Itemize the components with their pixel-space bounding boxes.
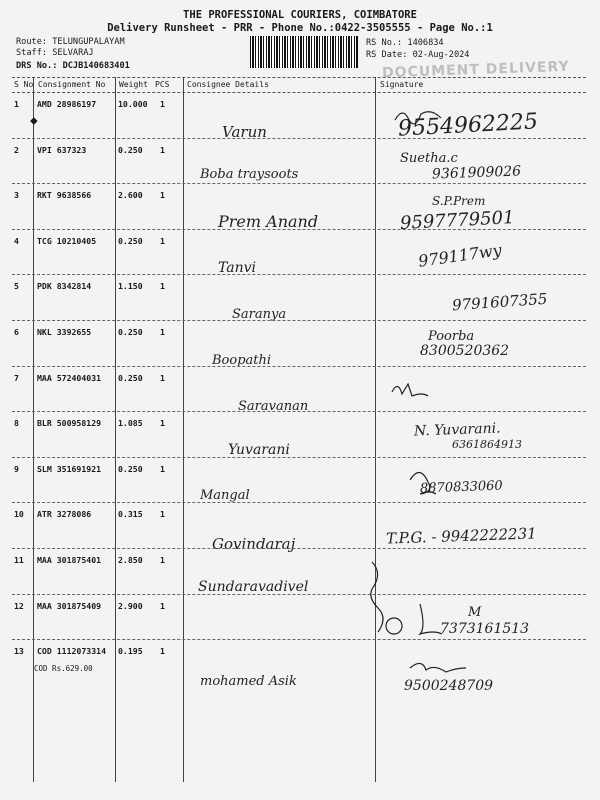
delivery-stamp: DOCUMENT DELIVERY <box>381 58 570 82</box>
consignee-name: mohamed Asik <box>200 674 297 690</box>
runsheet-title: Delivery Runsheet - PRR - Phone No.:0422-3505555 - Page No.:1 <box>107 22 493 34</box>
weight-cell: 2.600 <box>118 190 143 201</box>
signature-phone: 9597779501 <box>399 207 516 235</box>
sno-cell: 8 <box>14 418 19 429</box>
signature-phone: 7373161513 <box>440 620 530 637</box>
table-row <box>12 139 586 185</box>
pcs-cell: 1 <box>160 463 165 474</box>
ink-mark: ⬥ <box>30 114 38 127</box>
consignee-name: Boopathi <box>212 353 272 368</box>
signature-text: M <box>468 604 482 620</box>
table-row <box>12 275 586 321</box>
consignee-name: Saranya <box>232 307 287 323</box>
consignment-no-cell: BLR 500958129 <box>37 418 102 429</box>
sno-cell: 10 <box>14 509 24 520</box>
col-header-consignment: Consignment No <box>38 80 106 89</box>
pcs-cell: 1 <box>160 144 165 155</box>
pcs-cell: 1 <box>160 555 165 565</box>
weight-cell: 2.850 <box>118 555 143 565</box>
table-row <box>12 595 586 641</box>
rs-number: RS No.: 1406834 <box>366 38 444 48</box>
consignment-no-cell: TCG 10210405 <box>37 235 97 246</box>
consignee-name: Saravanan <box>238 398 309 414</box>
weight-cell: 1.085 <box>118 418 143 429</box>
consignee-name: Yuvarani <box>228 442 290 459</box>
pcs-cell: 1 <box>160 99 165 109</box>
consignment-no-cell: PDK 8342814 <box>37 281 92 292</box>
sno-cell: 7 <box>14 372 19 383</box>
signature-text: 979117wy <box>417 240 503 271</box>
table-row <box>12 458 586 504</box>
signature-phone: 8300520362 <box>420 343 510 359</box>
weight-cell: 0.250 <box>118 327 143 337</box>
signature-text: Poorba <box>428 329 475 344</box>
consignee-name: Govindaraj <box>212 535 296 554</box>
table-row <box>12 367 586 413</box>
consignment-no-cell: MAA 301875409 <box>37 600 102 611</box>
sno-cell: 13 <box>14 646 24 657</box>
consignee-name: Tanvi <box>218 259 257 276</box>
signature-text: 9554962225 <box>397 109 539 142</box>
sno-cell: 12 <box>14 600 24 611</box>
consignment-no-cell: VPI 637323 <box>37 144 87 155</box>
signature-text: 8870833060 <box>419 478 503 497</box>
pcs-cell: 1 <box>160 327 165 337</box>
pcs-cell: 1 <box>160 190 165 201</box>
pcs-cell: 1 <box>160 600 165 611</box>
consignment-no-cell: ATR 3278086 <box>37 509 92 520</box>
signature-text: S.P.Prem <box>432 194 486 209</box>
company-heading: THE PROFESSIONAL COURIERS, COIMBATORE <box>183 9 417 21</box>
consignee-name: Varun <box>222 123 267 141</box>
sno-cell: 4 <box>14 235 19 246</box>
pcs-cell: 1 <box>160 235 165 246</box>
barcode <box>250 36 358 68</box>
signature-phone: 9361909026 <box>431 163 522 183</box>
weight-cell: 0.250 <box>118 144 143 155</box>
signature-text: T.P.G. - 9942222231 <box>385 524 537 549</box>
consignee-name: Prem Anand <box>218 212 319 232</box>
pcs-cell: 1 <box>160 509 165 520</box>
table-row <box>12 93 586 142</box>
consignment-no-cell: COD 1112073314 <box>37 646 107 657</box>
weight-cell: 2.900 <box>118 600 143 611</box>
weight-cell: 0.195 <box>118 646 143 657</box>
col-header-weight: Weight <box>119 80 148 89</box>
route-label: Route: TELUNGUPALAYAM <box>16 37 125 47</box>
pcs-cell: 1 <box>160 281 165 292</box>
pcs-cell: 1 <box>160 646 165 657</box>
consignment-no-cell: MAA 301875401 <box>37 555 102 565</box>
drs-number: DRS No.: DCJB140683401 <box>16 61 130 71</box>
table-row <box>12 640 586 695</box>
consignment-no-cell: AMD 28986197 <box>37 99 97 109</box>
consignee-name: Sundaravadivel <box>198 579 309 595</box>
col-header-pcs: PCS <box>155 80 170 89</box>
signature-text: 9791607355 <box>451 290 548 315</box>
col-header-signature: Signature <box>380 80 424 89</box>
signature-phone: 6361864913 <box>452 438 522 452</box>
weight-cell: 1.150 <box>118 281 143 292</box>
table-row <box>12 412 586 458</box>
consignment-no-cell: SLM 351691921 <box>37 463 102 474</box>
weight-cell: 0.250 <box>118 463 143 474</box>
sno-cell: 6 <box>14 327 19 337</box>
weight-cell: 0.250 <box>118 235 143 246</box>
table-row <box>12 230 586 276</box>
col-header-consignee: Consignee Details <box>187 80 269 89</box>
signature-text: N. Yuvarani. <box>413 420 501 440</box>
signature-phone: 9500248709 <box>404 678 494 695</box>
cod-amount: COD Rs.629.00 <box>34 664 93 674</box>
weight-cell: 0.250 <box>118 372 143 383</box>
table-row <box>12 503 586 554</box>
sno-cell: 3 <box>14 190 19 201</box>
sno-cell: 11 <box>14 555 24 565</box>
col-header-sno: S No <box>14 80 34 89</box>
table-row <box>12 549 586 595</box>
sno-cell: 1 <box>14 99 19 109</box>
pcs-cell: 1 <box>160 372 165 383</box>
consignee-name: Boba traysoots <box>200 166 299 182</box>
pcs-cell: 1 <box>160 418 165 429</box>
table-top-rule <box>12 77 586 78</box>
weight-cell: 10.000 <box>118 99 148 109</box>
signature-text: Suetha.c <box>400 150 458 166</box>
sno-cell: 9 <box>14 463 19 474</box>
sno-cell: 2 <box>14 144 19 155</box>
consignment-no-cell: MAA 572404031 <box>37 372 102 383</box>
consignee-name: Mangal <box>200 487 250 503</box>
table-row <box>12 184 586 235</box>
consignment-no-cell: RKT 9638566 <box>37 190 92 201</box>
weight-cell: 0.315 <box>118 509 143 520</box>
sno-cell: 5 <box>14 281 19 292</box>
staff-label: Staff: SELVARAJ <box>16 48 94 58</box>
rs-date: RS Date: 02-Aug-2024 <box>366 50 470 60</box>
table-row <box>12 321 586 367</box>
consignment-no-cell: NKL 3392655 <box>37 327 92 337</box>
